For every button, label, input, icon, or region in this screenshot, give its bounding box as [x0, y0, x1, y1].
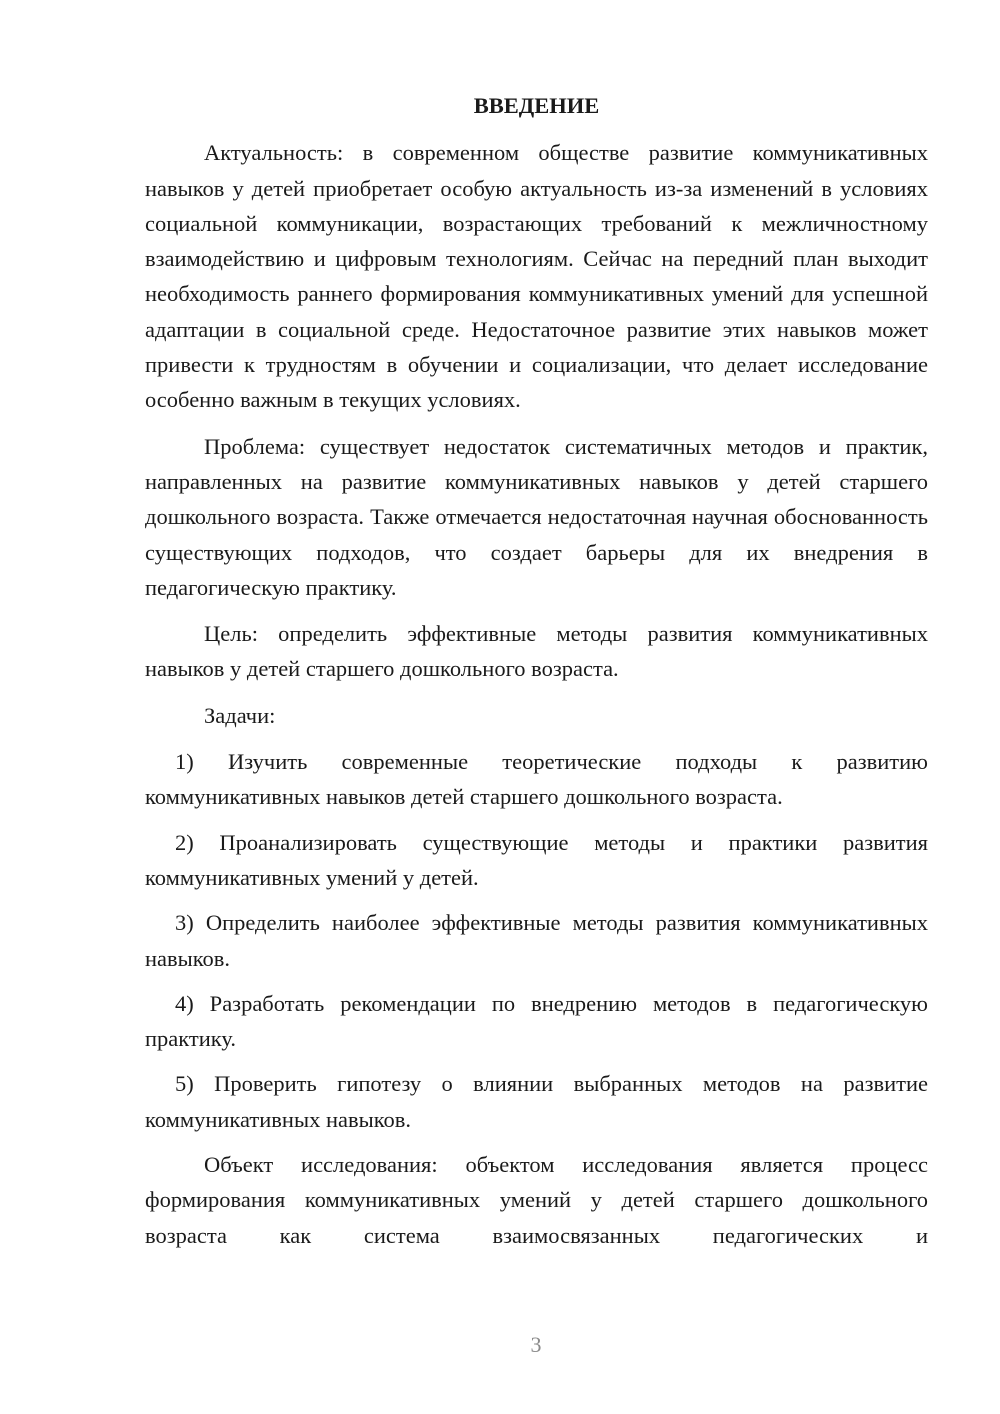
- document-body: [145, 88, 928, 1264]
- problem-paragraph: Проблема: существует недостаток систематичных методов и практик, направленных на развитие коммуникативных навыков у детей старшего дошкольного возраста. Также отмечается недостаточная научная обоснованность существующих подходов, что создает барьеры для их внедрения в педагогическую практику.: [145, 433, 928, 600]
- relevance-paragraph: Актуальность: в современном обществе развитие коммуникативных навыков у детей приобретает особую актуальность из-за изменений в условиях социальной коммуникации, возрастающих требований к межличностному взаимодействию и цифровым технологиям. Сейчас на передний план выходит необходимость раннего формирования коммуникативных умений для успешной адаптации в социальной среде. Недостаточное развитие этих навыков может привести к трудностям в обучении и социализации, что делает исследование особенно важным в текущих условиях.: [145, 140, 928, 413]
- goal-paragraph: Цель: определить эффективные методы развития коммуникативных навыков у детей старшего дошкольного возраста.: [145, 621, 928, 682]
- object-paragraph: Объект исследования: объектом исследования является процесс формирования коммуникативных умений у детей старшего дошкольного возраста как система взаимосвязанных педагогических и: [145, 1152, 928, 1248]
- task-item-1: 1) Изучить современные теоретические подходы к развитию коммуникативных навыков детей старшего дошкольного возраста.: [145, 749, 928, 810]
- task-item-3: 3) Определить наиболее эффективные методы развития коммуникативных навыков.: [145, 910, 928, 971]
- task-item-2: 2) Проанализировать существующие методы и практики развития коммуникативных умений у детей.: [145, 829, 928, 890]
- task-item-4: 4) Разработать рекомендации по внедрению методов в педагогическую практику.: [145, 990, 928, 1052]
- section-heading: ВВЕДЕНИЕ: [473, 93, 600, 118]
- task-item-5: 5) Проверить гипотезу о влиянии выбранных методов на развитие коммуникативных навыков.: [145, 1071, 928, 1132]
- page-number: 3: [530, 1332, 542, 1357]
- tasks-label: Задачи:: [204, 702, 276, 728]
